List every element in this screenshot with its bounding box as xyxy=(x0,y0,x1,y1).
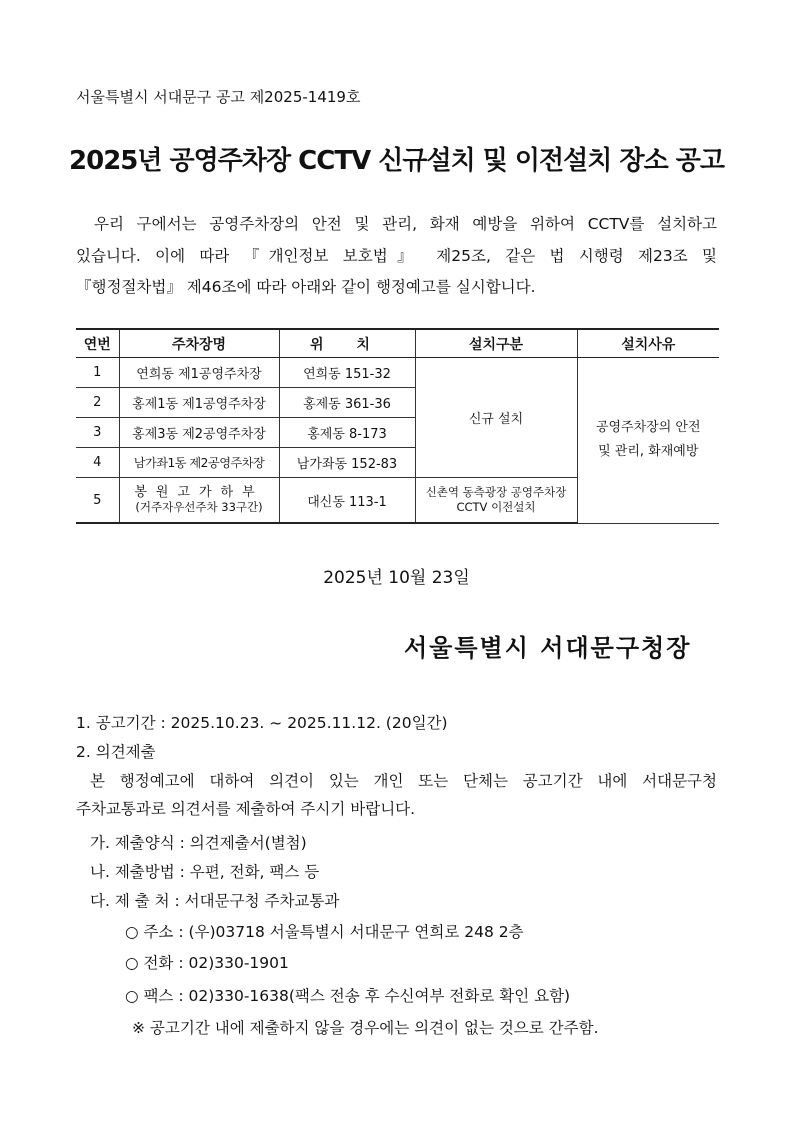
row-no: 2 xyxy=(76,388,119,418)
row-no: 4 xyxy=(76,448,119,478)
type-move-cell xyxy=(415,478,577,524)
intro-line-3: 『행정절차법』 제46조에 따라 아래와 같이 행정예고를 실시합니다. xyxy=(76,278,536,296)
row-location: 남가좌동 152-83 xyxy=(279,448,415,478)
intro-line-1: 우리 구에서는 공영주차장의 안전 및 관리, 화재 예방을 위하여 CCTV를 설치하고 xyxy=(94,215,717,233)
contact-phone: ○ 전화 : 02)330-1901 xyxy=(125,954,289,972)
row-location: 대신동 113-1 xyxy=(279,478,415,524)
cctv-location-table xyxy=(76,328,719,524)
header-name: 주차장명 xyxy=(119,329,279,358)
header-reason: 설치사유 xyxy=(577,329,719,358)
header-type: 설치구분 xyxy=(415,329,577,358)
row-no: 1 xyxy=(76,358,119,388)
header-no: 연번 xyxy=(76,329,119,358)
notice-period: 1. 공고기간 : 2025.10.23. ~ 2025.11.12. (20일간) xyxy=(76,714,448,732)
opinion-body-line-2: 주차교통과로 의견서를 제출하여 주시기 바랍니다. xyxy=(76,800,416,818)
contact-address: ○ 주소 : (우)03718 서울특별시 서대문구 연희로 248 2층 xyxy=(125,923,524,941)
reason-line-2: 및 관리, 화재예방 xyxy=(598,444,699,460)
row-location: 홍제동 8-173 xyxy=(279,418,415,448)
type-new-cell: 신규 설치 xyxy=(415,358,577,478)
opinion-body-line-1: 본 행정예고에 대하여 의견이 있는 개인 또는 단체는 공고기간 내에 서대문구청 xyxy=(90,772,717,790)
type-move-line-2: CCTV 이전설치 xyxy=(456,500,536,514)
row-name-main: 봉원고가하부 xyxy=(134,485,264,500)
row-location: 연희동 151-32 xyxy=(279,358,415,388)
row-name: 홍제3동 제2공영주차장 xyxy=(119,418,279,448)
row-location: 홍제동 361-36 xyxy=(279,388,415,418)
contact-fax: ○ 팩스 : 02)330-1638(팩스 전송 후 수신여부 전화로 확인 요함) xyxy=(125,987,571,1005)
issuing-office: 서울특별시 서대문구청장 xyxy=(404,634,692,662)
intro-line-2: 있습니다. 이에 따라 『개인정보 보호법』 제25조, 같은 법 시행령 제23조 및 xyxy=(76,247,717,265)
submission-method: 나. 제출방법 : 우편, 전화, 팩스 등 xyxy=(90,863,320,881)
reason-line-1: 공영주차장의 안전 xyxy=(595,420,701,436)
opinion-heading: 2. 의견제출 xyxy=(76,743,156,761)
type-move-line-1: 신촌역 동측광장 공영주차장 xyxy=(425,485,567,499)
document-title: 2025년 공영주차장 CCTV 신규설치 및 이전설치 장소 공고 xyxy=(69,146,724,176)
row-name: 연희동 제1공영주차장 xyxy=(119,358,279,388)
reason-cell xyxy=(577,358,719,524)
row-name-sub: (거주자우선주차 33구간) xyxy=(135,500,263,514)
submission-form: 가. 제출양식 : 의견제출서(별첨) xyxy=(90,834,307,852)
notice-number: 서울특별시 서대문구 공고 제2025-1419호 xyxy=(76,88,361,106)
row-no: 3 xyxy=(76,418,119,448)
row-name xyxy=(119,478,279,524)
notice-date: 2025년 10월 23일 xyxy=(323,568,470,588)
row-no: 5 xyxy=(76,478,119,524)
submission-note: ※ 공고기간 내에 제출하지 않을 경우에는 의견이 없는 것으로 간주함. xyxy=(132,1019,599,1037)
row-name: 홍제1동 제1공영주차장 xyxy=(119,388,279,418)
submission-office: 다. 제 출 처 : 서대문구청 주차교통과 xyxy=(90,892,340,910)
row-name: 남가좌1동 제2공영주차장 xyxy=(119,448,279,478)
header-location: 위 치 xyxy=(279,329,415,358)
table-header-row xyxy=(76,329,719,358)
table-row xyxy=(76,358,719,388)
